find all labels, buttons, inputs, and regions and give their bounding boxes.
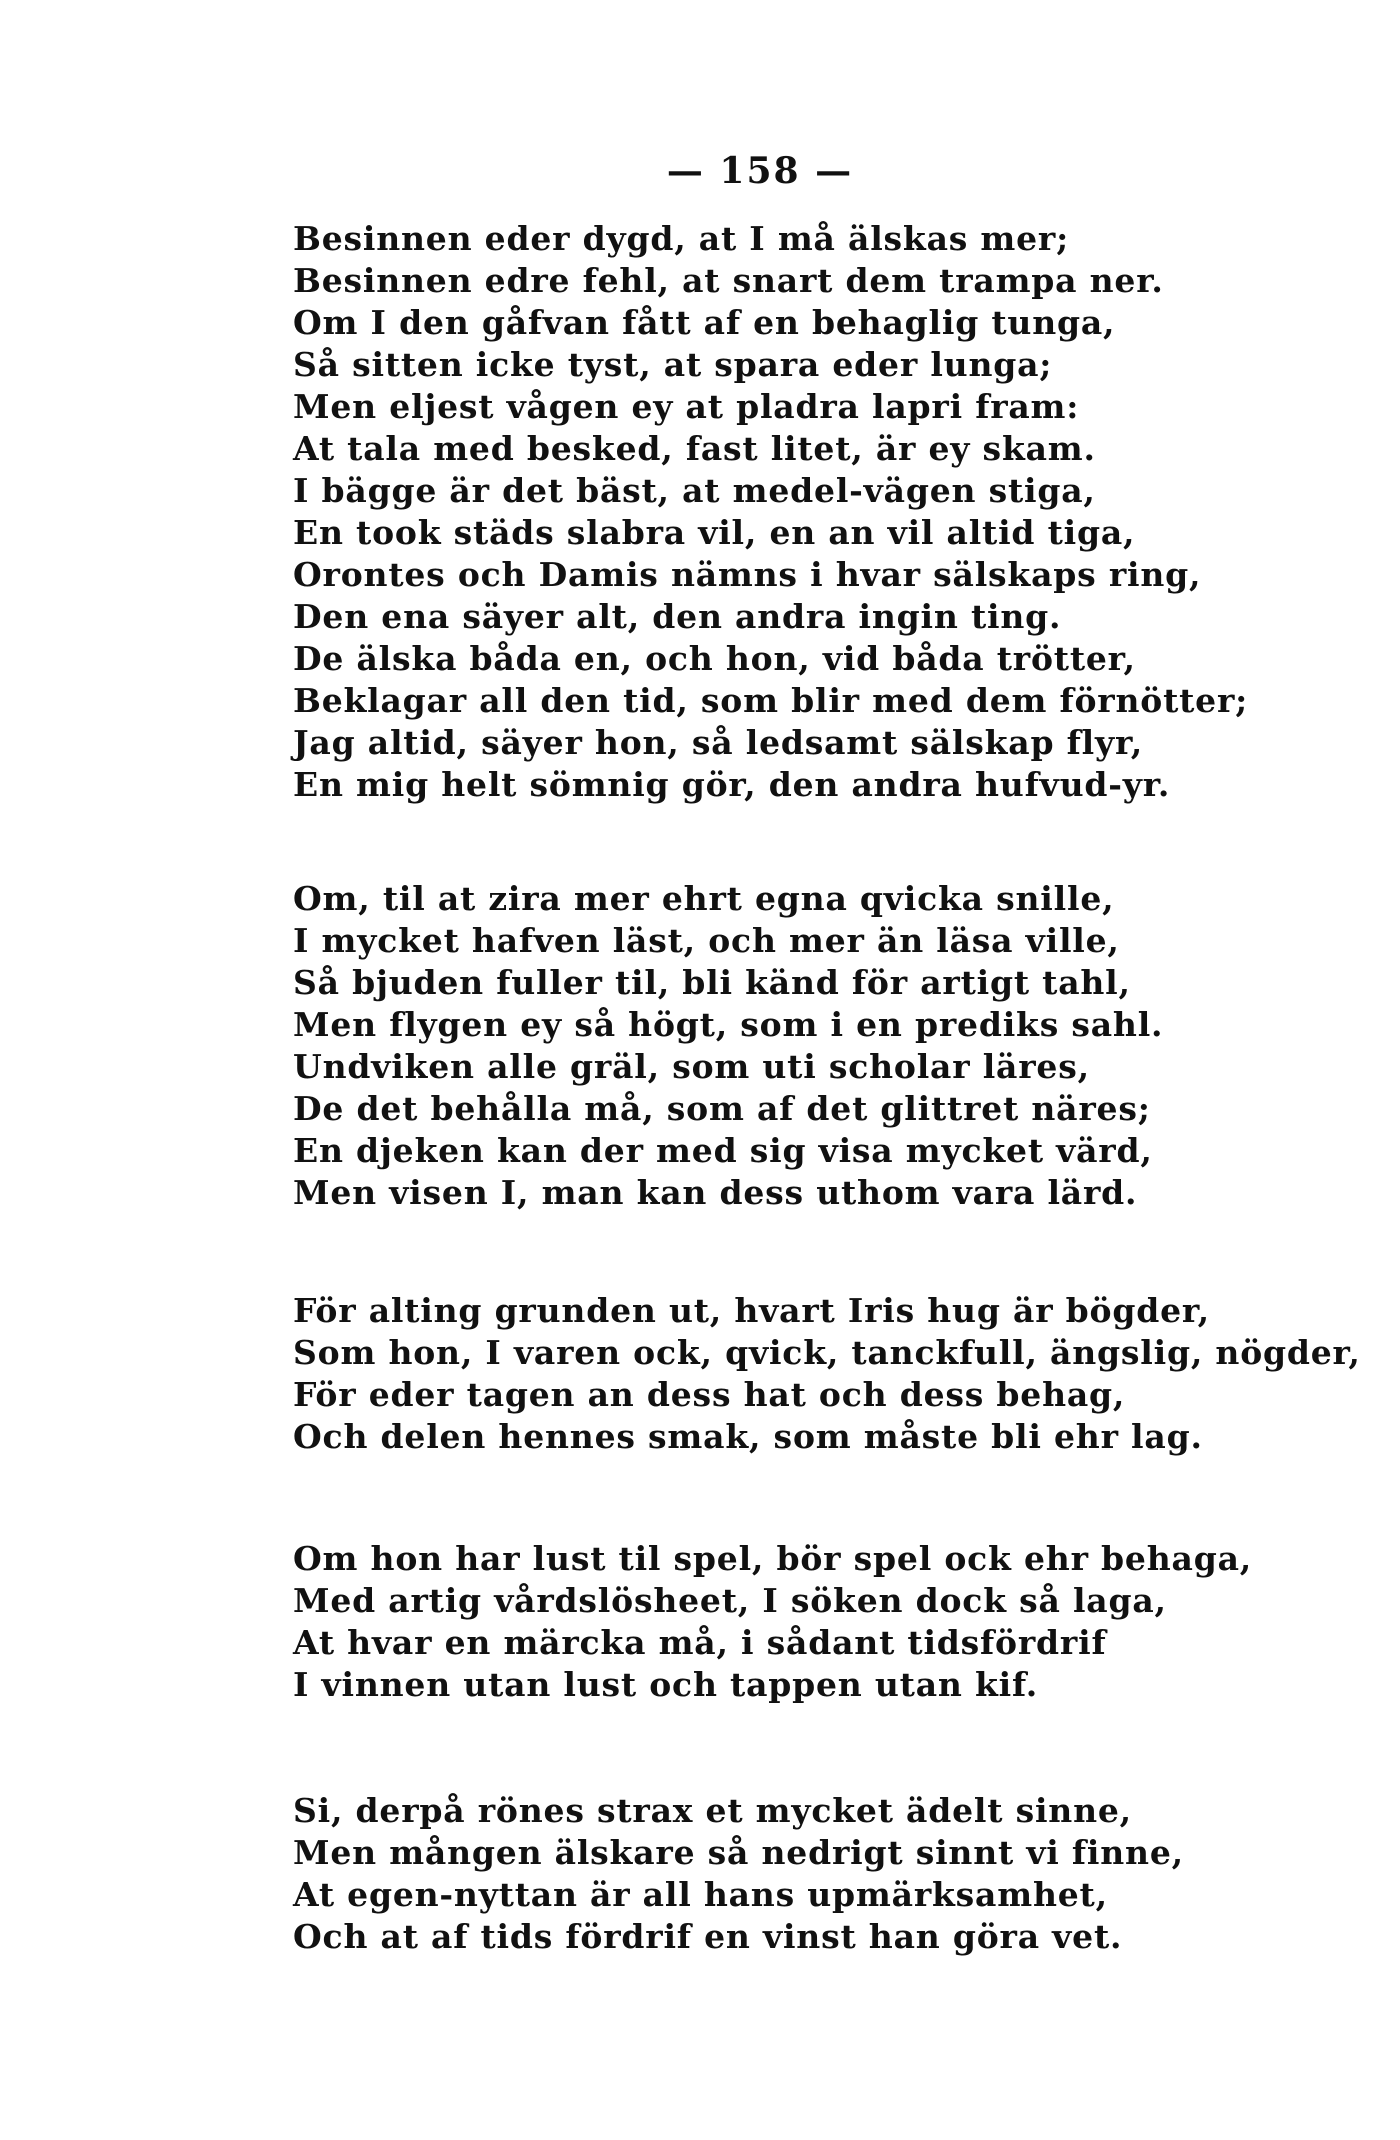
poem-line: I vinnen utan lust och tappen utan kif. xyxy=(293,1665,1039,1704)
stanza xyxy=(293,1538,1252,1706)
poem-line: För alting grunden ut, hvart Iris hug är bögder, xyxy=(293,1291,1210,1330)
poem-line: Om, til at zira mer ehrt egna qvicka snille, xyxy=(293,879,1115,918)
poem-line: De det behålla må, som af det glittret näres; xyxy=(293,1089,1151,1128)
poem-line: En mig helt sömnig gör, den andra hufvud-yr. xyxy=(293,765,1171,804)
poem-line: Beklagar all den tid, som blir med dem förnötter; xyxy=(293,681,1249,720)
poem-line: Och delen hennes smak, som måste bli ehr lag. xyxy=(293,1417,1203,1456)
poem-line: Jag altid, säyer hon, så ledsamt sälskap flyr, xyxy=(293,723,1144,762)
poem-line: At hvar en märcka må, i sådant tidsfördrif xyxy=(293,1623,1107,1662)
poem-line: Så sitten icke tyst, at spara eder lunga; xyxy=(293,345,1053,384)
stanza xyxy=(293,878,1163,1214)
page-number: — 158 — xyxy=(666,150,854,192)
poem-line: Besinnen edre fehl, at snart dem trampa ner. xyxy=(293,261,1164,300)
poem-line: Besinnen eder dygd, at I må älskas mer; xyxy=(293,219,1070,258)
poem-line: En djeken kan der med sig visa mycket värd, xyxy=(293,1131,1153,1170)
poem-line: At egen-nyttan är all hans upmärksamhet, xyxy=(293,1875,1108,1914)
poem-line: Som hon, I varen ock, qvick, tanckfull, ängslig, nögder, xyxy=(293,1333,1361,1372)
poem-line: Om hon har lust til spel, bör spel ock ehr behaga, xyxy=(293,1539,1253,1578)
poem-line: De älska båda en, och hon, vid båda trötter, xyxy=(293,639,1136,678)
poem-line: Men flygen ey så högt, som i en prediks sahl. xyxy=(293,1005,1164,1044)
poem-line: För eder tagen an dess hat och dess behag, xyxy=(293,1375,1126,1414)
poem-line: Och at af tids fördrif en vinst han göra vet. xyxy=(293,1917,1123,1956)
poem-line: I mycket hafven läst, och mer än läsa ville, xyxy=(293,921,1120,960)
stanza xyxy=(293,218,1248,806)
poem-line: En took städs slabra vil, en an vil altid tiga, xyxy=(293,513,1136,552)
poem-line: Den ena säyer alt, den andra ingin ting. xyxy=(293,597,1062,636)
poem-line: Undviken alle gräl, som uti scholar läres, xyxy=(293,1047,1090,1086)
stanza xyxy=(293,1790,1184,1958)
poem-line: Si, derpå rönes strax et mycket ädelt sinne, xyxy=(293,1791,1132,1830)
poem-line: Orontes och Damis nämns i hvar sälskaps ring, xyxy=(293,555,1202,594)
poem-line: I bägge är det bäst, at medel-vägen stiga, xyxy=(293,471,1096,510)
poem-line: Med artig vårdslösheet, I söken dock så laga, xyxy=(293,1581,1167,1620)
stanza xyxy=(293,1290,1361,1458)
poem-line: Men mången älskare så nedrigt sinnt vi finne, xyxy=(293,1833,1184,1872)
poem-line: At tala med besked, fast litet, är ey skam. xyxy=(293,429,1096,468)
poem-line: Men eljest vågen ey at pladra lapri fram: xyxy=(293,387,1080,426)
poem-line: Men visen I, man kan dess uthom vara lärd. xyxy=(293,1173,1138,1212)
poem-line: Så bjuden fuller til, bli känd för artigt tahl, xyxy=(293,963,1131,1002)
poem-line: Om I den gåfvan fått af en behaglig tunga, xyxy=(293,303,1116,342)
